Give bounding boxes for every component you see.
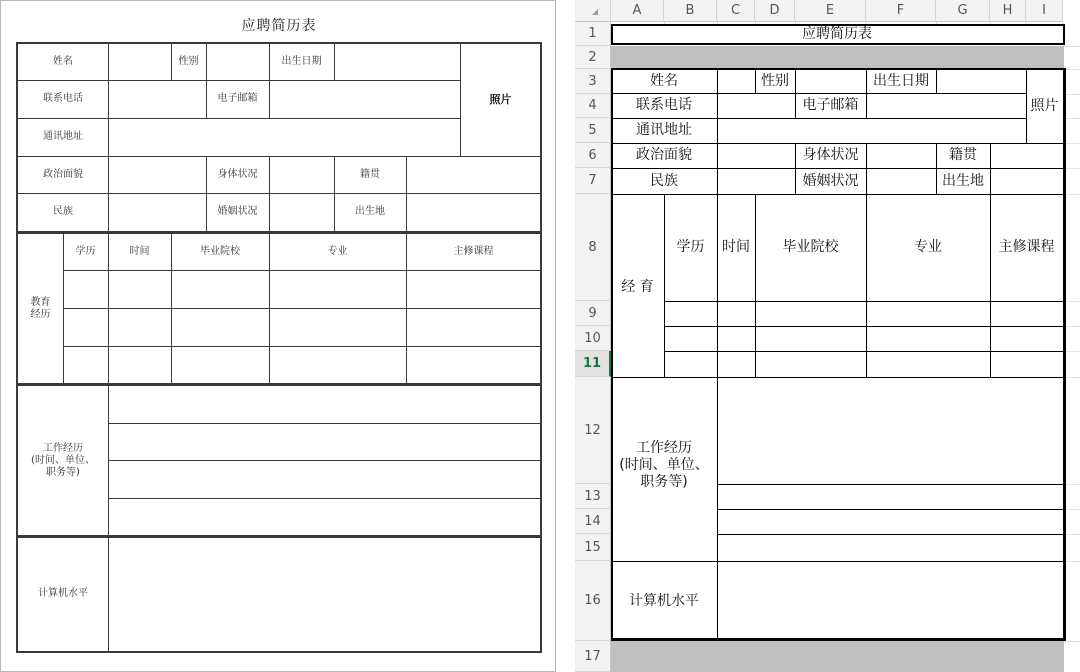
cell-border [664,351,1063,352]
cell-edu-header-4[interactable]: 主修课程 [998,239,1055,255]
edu-header-2: 毕业院校 [200,246,240,257]
preview-title: 应聘简历表 [241,18,317,34]
row-header-10[interactable]: 10 [575,326,611,351]
column-header-C[interactable]: C [717,0,755,22]
cell-native-place[interactable]: 籍贯 [949,147,977,163]
form-gridline [63,308,541,309]
row-header-14[interactable]: 14 [575,509,611,534]
column-header-E[interactable]: E [795,0,866,22]
cell-border [717,377,718,641]
row-header-11[interactable]: 11 [575,351,611,377]
cell-title[interactable]: 应聘简历表 [802,25,872,42]
cell-ethnicity[interactable]: 民族 [650,172,678,189]
row-header-1[interactable]: 1 [575,22,611,46]
column-header-G[interactable]: G [936,0,990,22]
cell-phone[interactable]: 联系电话 [636,97,692,113]
row-header-6[interactable]: 6 [575,143,611,168]
cell-edu-header-1[interactable]: 时间 [722,239,750,255]
cell-border [717,484,1063,485]
row-17-fill [611,641,1064,672]
row-header-9[interactable]: 9 [575,301,611,326]
row-header-5[interactable]: 5 [575,118,611,143]
cell-gender[interactable]: 性别 [761,72,789,89]
form-gridline [108,383,109,652]
cell-name[interactable]: 姓名 [650,72,678,89]
label-gender: 性别 [178,56,199,67]
cell-border [1063,68,1066,641]
label-political-status: 政治面貌 [43,168,83,180]
cell-border [866,93,867,118]
cell-border [990,143,991,194]
cell-border [866,143,867,194]
label-photo: 照片 [489,93,512,106]
column-header-B[interactable]: B [664,0,717,22]
cell-border [1063,24,1065,45]
form-gridline [269,80,270,118]
form-gridline [206,44,207,80]
row-header-8[interactable]: 8 [575,194,611,301]
cell-border [664,301,1063,302]
row-header-15[interactable]: 15 [575,534,611,561]
form-gridline [108,423,541,424]
form-gridline [108,460,541,461]
cell-photo[interactable]: 照片 [1030,97,1059,114]
row-header-2[interactable]: 2 [575,46,611,69]
cell-work-label[interactable]: 工作经历 (时间、单位、 职务等) [619,439,709,490]
row-header-3[interactable]: 3 [575,69,611,94]
form-gridline [108,44,109,231]
cell-marital-status[interactable]: 婚姻状况 [802,172,859,189]
cell-birth-date[interactable]: 出生日期 [873,72,929,89]
column-header-I[interactable]: I [1026,0,1063,22]
cell-edu-header-2[interactable]: 毕业院校 [782,239,839,255]
column-header-F[interactable]: F [866,0,936,22]
cell-address[interactable]: 通讯地址 [636,122,692,138]
label-birth-date: 出生日期 [281,56,322,67]
form-gridline [108,498,541,499]
row-header-4[interactable]: 4 [575,94,611,118]
label-address: 通讯地址 [43,131,83,142]
row-header-12[interactable]: 12 [575,377,611,484]
edu-header-1: 时间 [129,246,150,257]
cell-computer[interactable]: 计算机水平 [629,592,699,609]
form-gridline [334,44,335,80]
label-work: 工作经历 (时间、单位、 职务等) [31,443,95,478]
row-header-17[interactable]: 17 [575,641,611,672]
cell-edu-header-0[interactable]: 学历 [676,239,705,255]
form-gridline [406,156,407,231]
cell-political-status[interactable]: 政治面貌 [636,147,692,163]
select-all-triangle-icon[interactable] [592,9,598,15]
edu-header-4: 主修课程 [453,246,494,257]
label-name: 姓名 [53,56,73,67]
cell-border [664,326,1063,327]
cell-border [611,377,1063,378]
cell-border [717,509,1063,510]
label-education: 教育经历 [30,297,51,320]
form-gridline [269,156,270,231]
label-computer: 计算机水平 [38,587,88,599]
edu-header-3: 专业 [327,246,348,257]
preview-form-table [16,42,542,653]
row-header-7[interactable]: 7 [575,168,611,194]
label-marital-status: 婚姻状况 [217,206,258,217]
cell-border [936,68,937,93]
label-phone: 联系电话 [43,93,83,104]
cell-health[interactable]: 身体状况 [802,147,859,163]
column-header-A[interactable]: A [611,0,664,22]
label-ethnicity: 民族 [53,206,73,217]
form-gridline [63,346,541,347]
label-email: 电子邮箱 [217,93,258,104]
column-header-D[interactable]: D [755,0,795,22]
spreadsheet-grid[interactable] [575,0,1080,672]
cell-birthplace[interactable]: 出生地 [942,172,984,189]
label-health: 身体状况 [217,168,258,180]
cell-education-label[interactable]: 经 育 [621,279,654,295]
cell-border [717,534,1063,535]
label-birthplace: 出生地 [355,206,385,217]
cell-border [717,68,718,194]
cell-email[interactable]: 电子邮箱 [802,97,859,113]
cell-edu-header-3[interactable]: 专业 [914,239,942,255]
edu-header-0: 学历 [75,246,96,257]
row-header-13[interactable]: 13 [575,484,611,509]
column-header-H[interactable]: H [990,0,1026,22]
form-section-divider [18,383,541,386]
label-native-place: 籍贯 [360,168,380,180]
row-header-16[interactable]: 16 [575,561,611,641]
form-gridline [63,270,541,271]
row-2-fill [611,46,1064,69]
